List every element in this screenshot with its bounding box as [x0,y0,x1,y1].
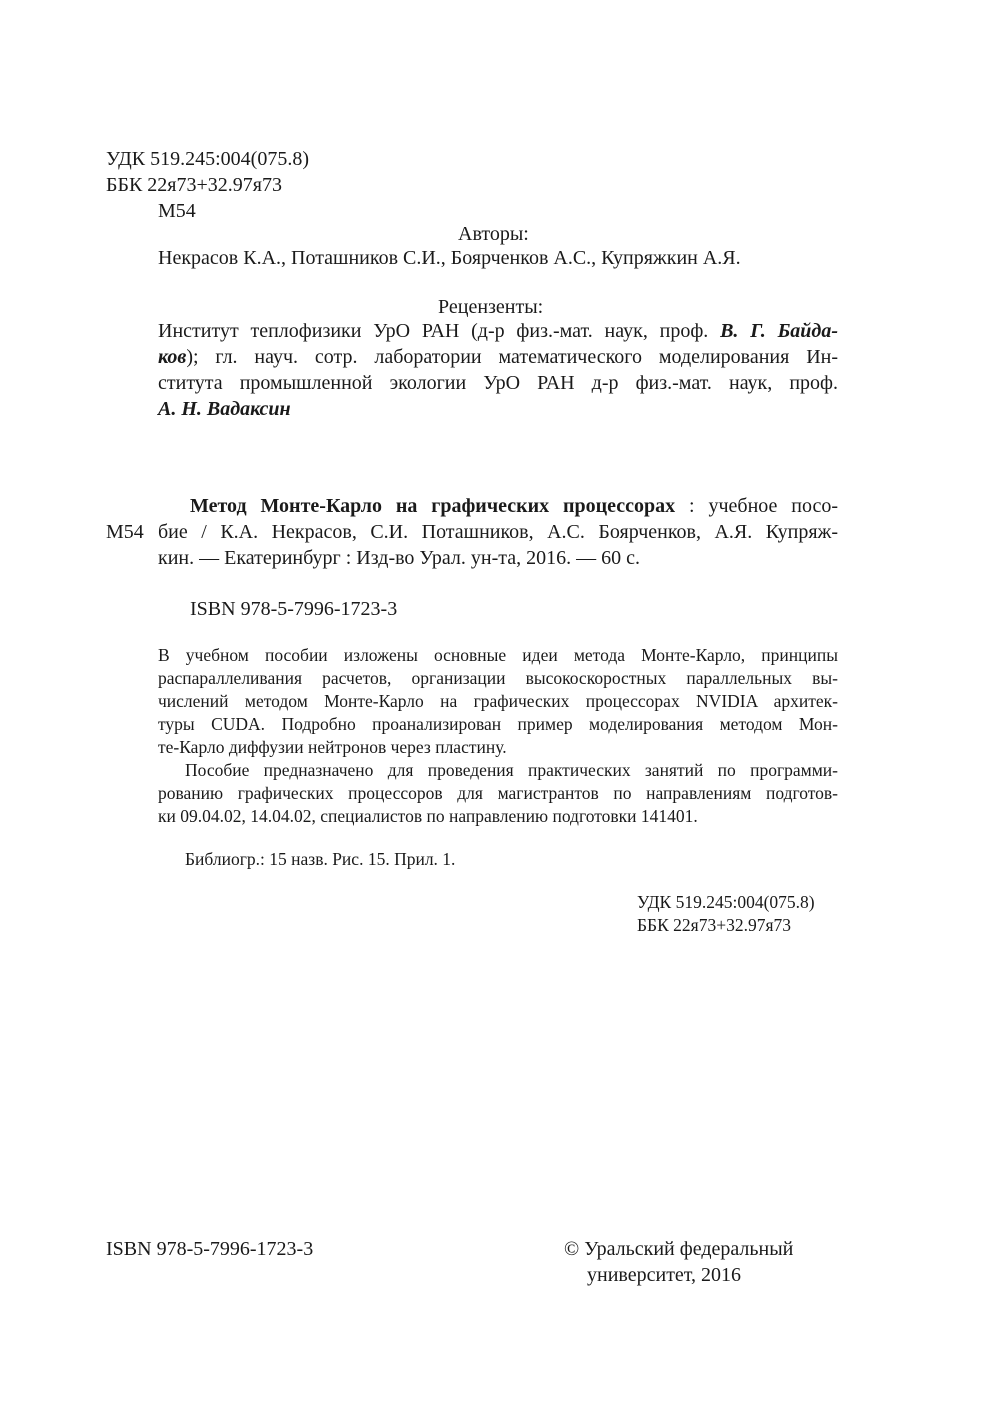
abstract-p1-line-3: числений методом Монте-Карло на графических процессорах NVIDIA архитек- [158,691,838,711]
reviewer-name-1: В. Г. Байда- [720,320,839,342]
bottom-isbn: ISBN 978-5-7996-1723-3 [106,1238,314,1260]
catalog-line-3: кин. — Екатеринбург : Изд-во Урал. ун-та, 2016. — 60 с. [158,547,640,569]
copyright-line-1: © Уральский федеральный [564,1238,794,1260]
reviewers-line-1-text: Институт теплофизики УрО РАН (д-р физ.-мат. наук, проф. [158,320,709,342]
catalog-line-1-rest: : учебное посо- [675,495,838,517]
abstract-p2-line-2: рованию графических процессоров для магистрантов по направлениям подготов- [158,783,838,803]
authors-heading: Авторы: [458,223,529,245]
abstract-p2-line-3: ки 09.04.02, 14.04.02, специалистов по направлению подготовки 141401. [158,806,698,826]
catalog-isbn: ISBN 978-5-7996-1723-3 [190,598,398,620]
authors-list: Некрасов К.А., Поташников С.И., Боярченков А.С., Купряжкин А.Я. [158,247,741,269]
reviewer-name-1-end: ков [158,346,187,368]
abstract-p1-line-4: туры CUDA. Подробно проанализирован пример моделирования методом Мон- [158,714,838,734]
author-mark: М54 [158,200,196,222]
catalog-mark: М54 [106,521,144,543]
abstract-p1-line-2: распараллеливания расчетов, организации высокоскоростных параллельных вы- [158,668,838,688]
catalog-line-2: бие / К.А. Некрасов, С.И. Поташников, А.С. Боярченков, А.Я. Купряж- [158,521,838,543]
footer-bbk: ББК 22я73+32.97я73 [637,915,791,935]
reviewers-line-2 [158,344,838,370]
udk-code: УДК 519.245:004(075.8) [106,148,309,170]
abstract-p1-line-5: те-Карло диффузии нейтронов через пластину. [158,737,507,757]
reviewers-heading: Рецензенты: [438,296,544,318]
book-title: Метод Монте-Карло на графических процессорах [190,495,676,517]
reviewers-line-1 [158,318,838,344]
catalog-line-1 [190,493,838,519]
reviewers-line-3: ститута промышленной экологии УрО РАН д-р физ.-мат. наук, проф. [158,372,838,394]
abstract-p2-line-1: Пособие предназначено для проведения практических занятий по программи- [185,760,838,780]
footer-udk: УДК 519.245:004(075.8) [637,892,815,912]
bibliography-note: Библиогр.: 15 назв. Рис. 15. Прил. 1. [185,849,456,869]
reviewer-name-2: А. Н. Вадаксин [158,398,291,420]
reviewers-line-2-text: ); гл. науч. сотр. лаборатории математического моделирования Ин- [186,346,838,368]
abstract-p1-line-1: В учебном пособии изложены основные идеи метода Монте-Карло, принципы [158,645,838,665]
bbk-code: ББК 22я73+32.97я73 [106,174,282,196]
copyright-line-2: университет, 2016 [587,1264,742,1286]
